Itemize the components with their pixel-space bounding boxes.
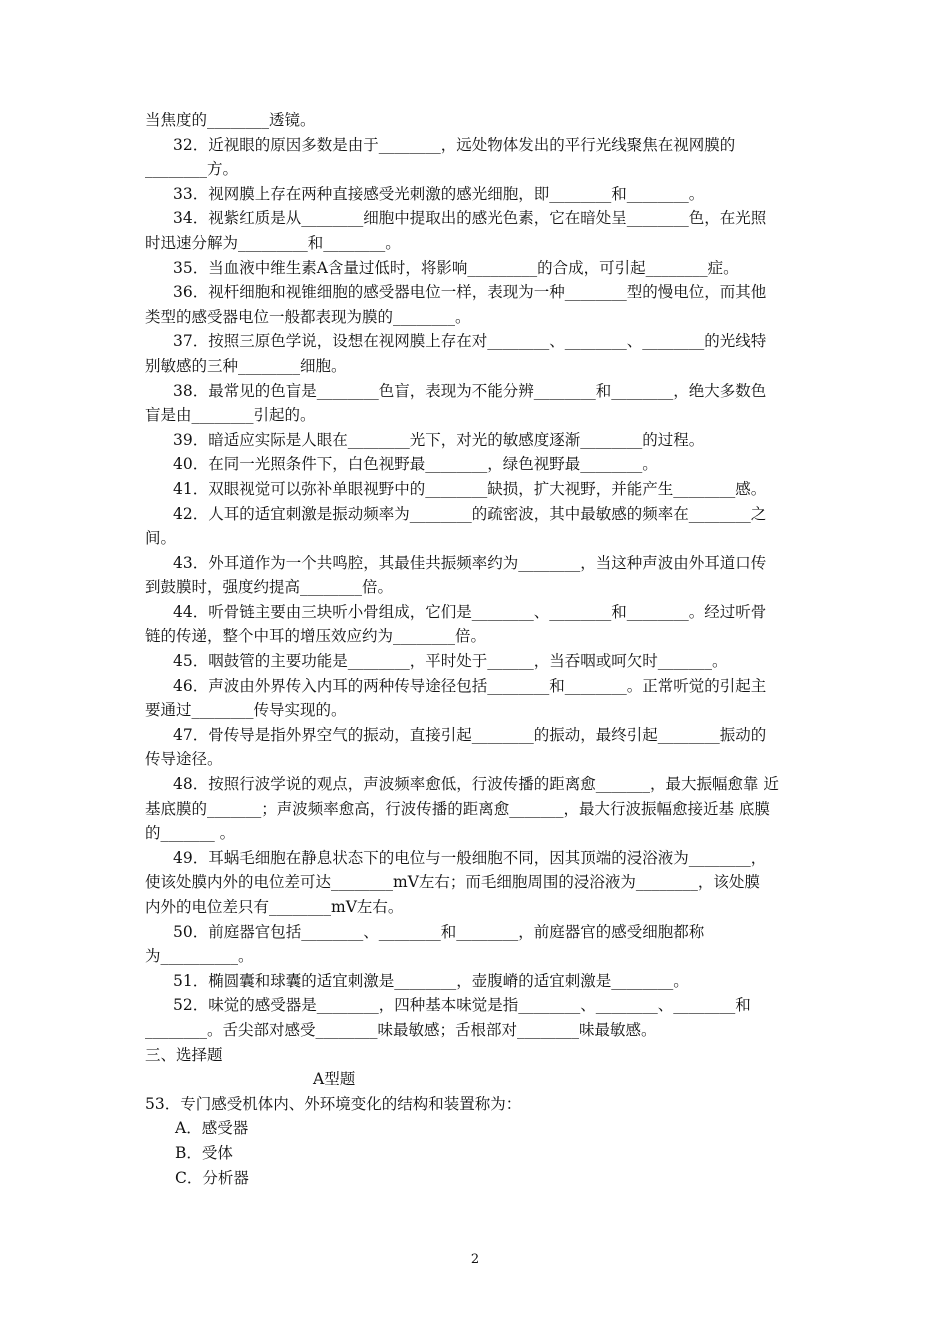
text-line: 45．咽鼓管的主要功能是________，平时处于______，当吞咽或呵欠时_______。: [173, 652, 728, 671]
text-line: 43．外耳道作为一个共鸣腔，其最佳共振频率约为________，当这种声波由外耳道口传: [173, 553, 767, 572]
text-line: 40．在同一光照条件下，白色视野最________，绿色视野最________。: [173, 455, 658, 474]
text-line: 50．前庭器官包括________、________和________，前庭器官的感受细胞都称: [173, 922, 705, 941]
text-line: C．分析器: [175, 1168, 249, 1187]
text-line: A型题: [313, 1070, 356, 1089]
text-line: 46．声波由外界传入内耳的两种传导途径包括________和________。正常听觉的引起主: [173, 676, 767, 695]
text-line: 52．味觉的感受器是________，四种基本味觉是指________、________、________和: [173, 996, 751, 1015]
text-line: 链的传递，整个中耳的增压效应约为________倍。: [145, 627, 487, 646]
text-line: 为__________。: [145, 947, 254, 966]
text-line: 33．视网膜上存在两种直接感受光刺激的感光细胞，即________和________。: [173, 184, 705, 203]
text-line: ________。舌尖部对感受________味最敏感；舌根部对________味最敏感。: [145, 1020, 657, 1039]
text-line: B．受体: [175, 1143, 233, 1162]
text-line: 传导途径。: [145, 750, 223, 769]
text-line: 类型的感受器电位一般都表现为膜的________。: [145, 307, 471, 326]
text-line: 使该处膜内外的电位差可达________mV左右；而毛细胞周围的浸浴液为________，该处膜: [145, 873, 760, 892]
text-line: 当焦度的________透镜。: [145, 111, 316, 129]
text-line: 盲是由________引起的。: [145, 406, 316, 425]
text-line: 53．专门感受机体内、外环境变化的结构和装置称为：: [145, 1094, 522, 1113]
text-line: 35．当血液中维生素A含量过低时，将影响_________的合成，可引起________症。: [173, 258, 739, 277]
text-line: 39．暗适应实际是人眼在________光下，对光的敏感度逐渐________的过程。: [173, 430, 705, 449]
text-line: 基底膜的_______；声波频率愈高，行波传播的距离愈_______，最大行波振幅愈接近基 底膜: [145, 799, 770, 818]
text-line: 34．视紫红质是从________细胞中提取出的感光色素，它在暗处呈________色，在光照: [173, 209, 767, 228]
text-line: 41．双眼视觉可以弥补单眼视野中的________缺损，扩大视野，并能产生________感。: [173, 479, 767, 498]
page-number: 2: [470, 1252, 480, 1267]
text-line: 44．听骨链主要由三块听小骨组成，它们是________、________和________。经过听骨: [173, 602, 767, 621]
text-line: 49．耳蜗毛细胞在静息状态下的电位与一般细胞不同，因其顶端的浸浴液为________，: [173, 848, 767, 867]
document-body: [145, 108, 810, 1190]
text-line: 47．骨传导是指外界空气的振动，直接引起________的振动，最终引起________振动的: [173, 725, 767, 744]
text-line: 别敏感的三种________细胞。: [145, 356, 347, 375]
text-line: A．感受器: [175, 1119, 249, 1138]
text-line: 51．椭圆囊和球囊的适宜刺激是________，壶腹嵴的适宜刺激是________。: [173, 971, 689, 990]
text-line: 32．近视眼的原因多数是由于________，远处物体发出的平行光线聚焦在视网膜的: [173, 135, 736, 154]
text-line: 48．按照行波学说的观点，声波频率愈低，行波传播的距离愈_______，最大振幅愈靠 近: [173, 775, 779, 794]
text-line: 36．视杆细胞和视锥细胞的感受器电位一样，表现为一种________型的慢电位，而其他: [173, 283, 767, 302]
text-line: 42．人耳的适宜刺激是振动频率为________的疏密波，其中最敏感的频率在________之: [173, 504, 767, 523]
text-line: 37．按照三原色学说，设想在视网膜上存在对________、________、________的光线特: [173, 332, 767, 351]
text-line: 要通过________传导实现的。: [145, 701, 347, 720]
text-line: 三、选择题: [145, 1045, 223, 1064]
text-line: 38．最常见的色盲是________色盲，表现为不能分辨________和________，绝大多数色: [173, 381, 767, 400]
text-line: 时迅速分解为_________和________。: [145, 233, 401, 252]
text-line: 间。: [145, 529, 177, 548]
text-line: 内外的电位差只有________mV左右。: [145, 898, 404, 916]
text-line: 到鼓膜时，强度约提高________倍。: [145, 578, 394, 597]
text-line: ________方。: [145, 160, 239, 179]
text-line: 的_______ 。: [145, 824, 236, 843]
